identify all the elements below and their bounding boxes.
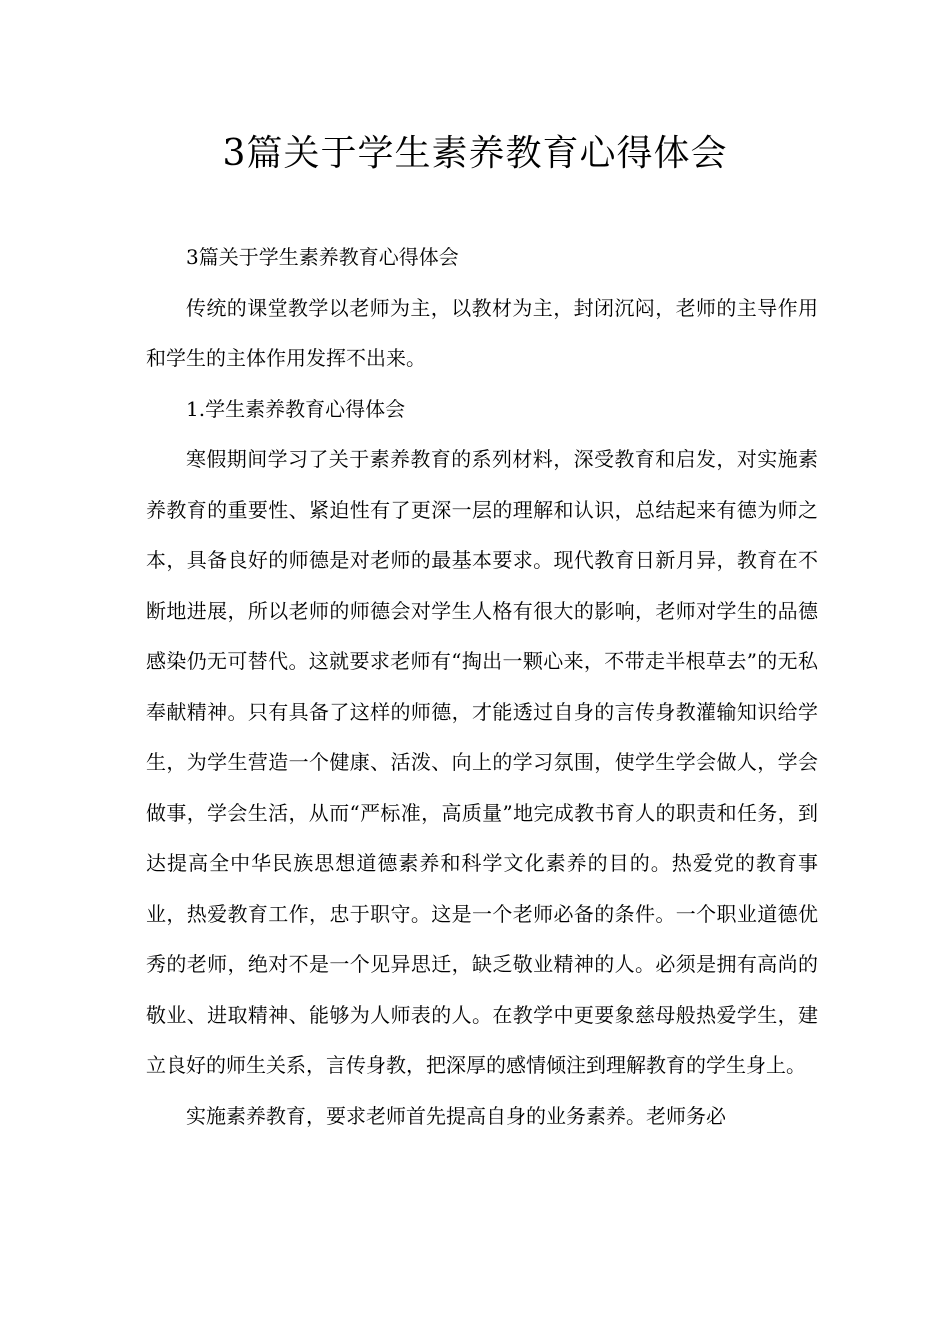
paragraph-main: 寒假期间学习了关于素养教育的系列材料，深受教育和启发，对实施素养教育的重要性、紧迫性有了更深一层的理解和认识，总结起来有德为师之本，具备良好的师德是对老师的最基本要求。现代教育日新月异，教育在不断地进展，所以老师的师德会对学生人格有很大的影响，老师对学生的品德感染仍无可替代。这就要求老师有“掏出一颗心来，不带走半根草去”的无私奉献精神。只有具备了这样的师德，才能透过自身的言传身教灌输知识给学生，为学生营造一个健康、活泼、向上的学习氛围，使学生学会做人，学会做事，学会生活，从而“严标准，高质量”地完成教书育人的职责和任务，到达提高全中华民族思想道德素养和科学文化素养的目的。热爱党的教育事业，热爱教育工作，忠于职守。这是一个老师必备的条件。一个职业道德优秀的老师，绝对不是一个见异思迁，缺乏敬业精神的人。必须是拥有高尚的敬业、进取精神、能够为人师表的人。在教学中更要象慈母般热爱学生，建立良好的师生关系，言传身教，把深厚的感情倾注到理解教育的学生身上。 — [146, 447, 818, 1077]
document-title: 3篇关于学生素养教育心得体会 — [222, 133, 728, 174]
paragraph-heading: 3篇关于学生素养教育心得体会 — [186, 245, 459, 269]
paragraph-intro: 传统的课堂教学以老师为主，以教材为主，封闭沉闷，老师的主导作用和学生的主体作用发挥不出来。 — [146, 295, 818, 370]
paragraph-section-heading: 1.学生素养教育心得体会 — [186, 396, 406, 421]
paragraph-continued: 实施素养教育，要求老师首先提高自身的业务素养。老师务必 — [186, 1103, 726, 1128]
document-body — [146, 232, 818, 1141]
